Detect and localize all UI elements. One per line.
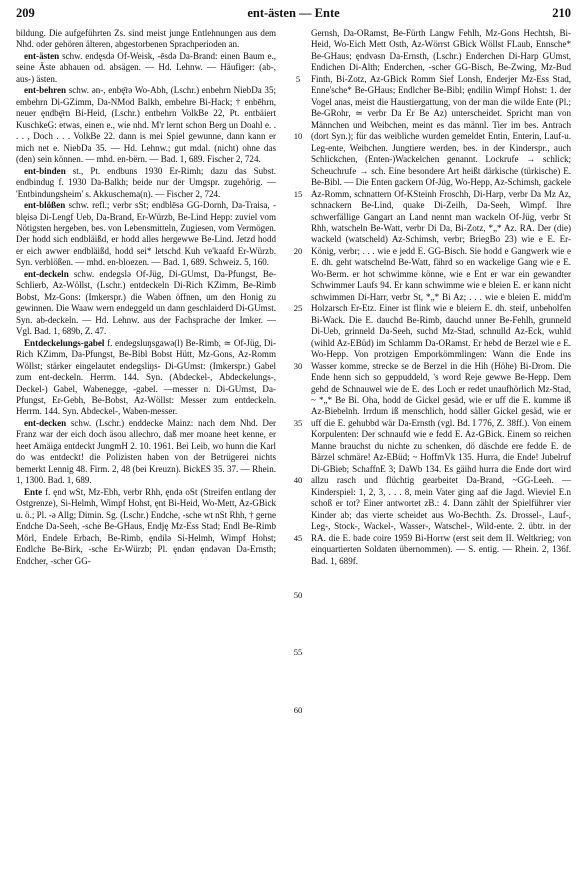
line-number: 20 [293, 245, 303, 256]
line-number: 15 [293, 188, 303, 199]
entry-headword: ent-behren [24, 85, 67, 96]
entry-headword: ent-binden [24, 165, 66, 176]
entry-text: schw. endegslə Of-Jüg, Di-GUmst, Da-Pfungst, Be-Schlierb, Az-Wöllst, (Lschr.) entdeckeln Di-Rich KZimm, Be-Rimb Bobst, Mz-Gons: (Imkerspr.) die Waben öffnen, um den Honig zu gewinnen. Die Waaw wern endeggeld un dann geschlaiderd Di-GUmst. Syn. ab-deckeln. — Hd. Lehnw. aus der Fachsprache der Imker. — Vgl. Bad. 1, 689b, Z. 47. [16, 268, 276, 337]
entry-headword: ent-ästen [24, 50, 60, 61]
entry-text: Gernsh, Da-ORamst, Be-Fürth Langw Fehlh, Mz-Gons Hechtsh, Bi-Heid, Wo-Eich Mett Osth, Az-Wörrst GBick Wöllst FLaub, Ennsche* Be-GHaus; ęndvəsn Da-Ernsth, (Lschr.) Enderchen Di-Harp GUmst, Endichen Di-Alth; Enderchen, -scher GG-Bisch, Be-Zwing, Mz-Bud Finth, Bi-Zotz, Az-GBick Romm Sief Lonsh, Enderjer Mz-Ess Stad, Enne'sche* Be-GHaus; Endlcher Be-Bibl; ęndilin Wimpf Hohst: 1. der Vogel anas, meist die Haustiergattung, von der man die wilde Ente (Pl.; Be-GRohr, ≃ verbr Da Er Be Az) unterscheidet. Spricht man von Männchen und Weibchen, meint es das männl. Tier im bes. Antrach (dort Syn.); für das weibliche wurden gemeldet Entin, Enterin, Lauf-u. Leg-ente, Weibchen. Jungtiere werden, bes. in der Kinderspr., auch Schlickchen, (Enten-)Wackelchen genannt. Lockrufe → schlick; Scheuchrufe → sch. Eine besondere Art heißt därkische (türkische) E. Be-Bibl. — Die Enten gackern Of-Jüg, Wo-Hepp, Az-Schimsh, gackele Az-Romm, schnattern Of-KSteinh Froschh, Di-Harp, verbr Da Mz Az, schnackern Be-Lind, quake Di-Zeilh, Da-Seeh, Wimpf. Ihre schwerfällige Gangart an Land nennt man wackeln Of-Jüg, verbr St Rhh, watscheln Be-Watt, verbr Di Da, Bi-Zotz, *„* Az. RA. Der (die) wackeld (watscheld) Az-Schimsh, verbr; BriegBo 23) wie e E. Er-König, verbr; . . . wie e jedd E. GG-Bisch. Sie hodd e Gangwerk wie e E. dh. geht watschelnd Be-Watt, fährd so en wackelige Gang wie e E. Wo-Berm. er hot schwimme könne, wie e Ent er war ein gewandter Schwimmer Laufs 94. Er kann schwimme wie e bleien E. er kann nicht schwimmen Di-Harr, verbr St, *„* Bi Az; . . . wie e bleien E. midd'm Holzarsch Er-Etz. Einer ist flink wie e bleiern E. dh. steif, unbeholfen Bi-Wack. Die E. dauchd Be-Rimb, dauchd unner Be-Fehlh, grunneld Di-Ueb, grinneld Da-Seeh, suchd Mz-Stad, schnulld Az-Eck, wuhld (wihld Az-EBüd) im Schlamm Da-ORamst. Er hebd de Berzel wie e E. Wo-Hepp. Von protzigen Emporkömmlingen: Wann die Ende ins Wasser komme, strecke se de Berzel in die Hih (Höhe) Bi-Drom. Die Ende henn sich so geppuddeld, 's word Reje gewwe Be-Hepp. Dem gehd de Schnauwel wie de E. des Loch er redet unaufhörlich Mz-Stad, ~ *„* Be Bi. Oha, hodd de Gickel gesäd, wie er uff die E. kumme iß Az-Biebelnh. Irrdum iß menschlich, hodd säller Gickel gesäd, wie er uff die E. gehubbd wär Da-Ernsth (vgl. Bd. I 776, Z. 38ff.). Von einem Korpulenten: Der schnaufd wie e fedd E. Az-GBick. Einem so reichen Manne brauchst du nichte zu schenken, dö däschde ere fedde E. de Bärzel schmäre! Az-EBüd; ~ HoffmVk 135. Hurra, die Ende! Jubelruf Di-GBieb; SchaffnE 3; DaWb 134. Es gäihd hurra die Ende dort wird allzu rasch und flüchtig gearbeitet Da-Brand, ~GG-Leeh. — Kinderspiel: 1, 2, 3, . . . 8, mein Vater ging aaf die Jagd. Wieviel E.n schoß er tot? Einer antwortet zB.: 4. Dann zählt der Spielführer vier Kinder ab; das vierte scheidet aus Wo-Bechth. Zs. Drossel-, Lauf-, Leg-, Stock-, Wackel-, Wasser-, Watschel-, Wild-ente. 2. übtr. in der RA. die E. bade coire 1959 Bi-Horrw (erst seit dem II. Weltkrieg; von einquartierten Soldaten übernommen). — S. entig. — Rhein. 2, 136f. Bad. 1, 689f. [311, 28, 571, 566]
dictionary-entry [16, 269, 276, 338]
entry-headword: ent-decken [24, 417, 67, 428]
left-column [16, 28, 276, 567]
dictionary-entry [16, 487, 276, 567]
entry-headword: ent-deckeln [24, 268, 69, 279]
line-number: 30 [293, 360, 303, 371]
entry-text: f. endegsluŋsgawə(l) Be-Rimb, ≃ Of-Jüg, Di-Rich KZimm, Da-Pfungst, Be-Bibl Bobst Hütt, Mz-Gons, Az-Romm Wöllst; stärker eingelautet endegsliŋs- Di-GUmst: (Imkerspr.) Gabel zum ent-deckeln. Herrm. 144. Syn. (Abdeckel-, Abdeckelungs-, Deckel-) Gabel, Wabenegge, -gabel. —messer n. Di-GUmst, Da-Pfungst, Er-Gebh, Be-Bobst, Az-Wöllst: Messer zum entdeckeln. Herrm. 144. Syn. Abdeckel-, Waben-messer. [16, 337, 276, 417]
page-header [16, 6, 571, 22]
line-number: 35 [293, 417, 303, 428]
line-number: 45 [293, 532, 303, 543]
dictionary-entry [16, 338, 276, 418]
dictionary-entry [311, 28, 571, 567]
dictionary-entry [16, 166, 276, 200]
right-page-number: 210 [552, 6, 571, 20]
entry-text: f. ęnd wSt, Mz-Ebh, verbr Rhh, ęndə oSt (Streifen entlang der Ostgrenze), Si-Helmh, Wimpf Hohst, ęnt Bi-Heid, Wo-Mett, Az-GBick u. ö.; Pl. -ə Allg; Dimin. Sg. (Lschr.) Endche, -sche wt nSt Rhh, † gerne Endche Da-Seeh, -sche Be-GHaus, Endję Mz-Ess Stad; Endl Be-Rimb Mörl, Endele Erbach, Be-Rimb, ęndilə Si-Helmh, Wimpf Hohst; Endlche Be-Birk, -sche Er-Würzb; Pl. ęndən ęndəvən Da-Ernsth; Endcher, -scher GG- [16, 486, 276, 566]
entry-text: schw. endęsdə Of-Weisk, -ēsdə Da-Brand: einen Baum e., seine Äste abhauen od. absägen. — Hd. Lehnw. — Häufiger: (ab-, aus-) ästen. [16, 50, 276, 84]
entry-headword: ent-blößen [24, 200, 66, 211]
line-number: 60 [293, 704, 303, 715]
left-page-number: 209 [16, 6, 35, 20]
entry-text: schw. (Lschr.) enddecke Mainz: nach dem Nhd. Der Franz war der eich doch äsou allechro, daß mer moane heet kenne, er heet Amäiga entdeckt JungmH 2. 10. 1961. Bei Leib, wo hunn die Karl do was entdeckt! die Polizisten haben von der Betrügerei nichts bemerkt Lennig 48. Firm. 2, 48 (bei Kreuzn). BickES 35. 37. — Rhein. 1, 1300. Bad. 1, 689. [16, 417, 276, 486]
entry-text: bildung. Die aufgeführten Zs. sind meist junge Entlehnungen aus dem Nhd. oder gehören älteren, abgestorbenen Sprachperioden an. [16, 28, 276, 50]
line-number: 5 [295, 73, 301, 84]
dictionary-entry [16, 418, 276, 487]
entry-text: st., Pt. endbuns 1930 Er-Rimh; dazu das Subst. endbindug f. 1930 Da-Balkh; beide nur der Umgspr. zugehörig. — 'Entbindungsheim' s. Akkuschema(n). — Fischer 2, 724. [16, 165, 276, 199]
dictionary-entry [16, 28, 276, 51]
entry-text: schw. ən-, enbę̄rə Wo-Abh, (Lschr.) enbehrn NiebDa 35; embehrn Di-GZimm, Da-NMod Balkh, embehre Bi-Hack; † enbēhrn, neuer ęndbę̄rn Bi-Heid, (Lschr.) entbehrn VolkBe 22, Pt. entbäiert KuschkeG: etwas, einen e., wie nhd. M'r lernt schon Berg un Doahl e. . . . , Doch . . . VolkBe 22. dann is mei Spiel gewunne, dann kann er mich net e. NiebDa 35. — Hd. Lehnw.; gut mdal. (nicht) ohne das (den) sein können. — mhd. en-bërn. — Bad. 1, 689. Fischer 2, 724. [16, 85, 276, 165]
entry-headword: Ente [24, 486, 43, 497]
line-number: 50 [293, 590, 303, 601]
entry-text: schw. refl.; verbr sSt; endblēsə GG-Dornh, Da-Traisa, -blęisə Di-Lengf Ueb, Da-Brand, Er-Würzb, Be-Lind Hepp: zuviel vom Nötigsten hergeben, bes. von Lebensmitteln, Zugiesen, vom Vermögen. Der hodd sich endbläißd, er hodd alles hergewwe Be-Lind. Jetzd hodd er eich awwer endbläißd, hodd sei* letschd Kuh ve'kaafd Er-Würzb. Syn. verblößen. — mhd. en-bloezen. — Bad. 1, 689. Schweiz. 5, 160. [16, 200, 276, 268]
line-number: 55 [293, 647, 303, 658]
dictionary-entry [16, 51, 276, 85]
line-number: 40 [293, 475, 303, 486]
line-numbers [288, 28, 308, 888]
columns [16, 28, 571, 715]
dictionary-entry [16, 85, 276, 165]
running-title: ent-ästen — Ente [247, 6, 340, 20]
line-number: 25 [293, 303, 303, 314]
right-column [311, 28, 571, 567]
dictionary-entry [16, 200, 276, 269]
entry-headword: Entdeckelungs-gabel [24, 337, 105, 348]
line-number: 10 [293, 131, 303, 142]
